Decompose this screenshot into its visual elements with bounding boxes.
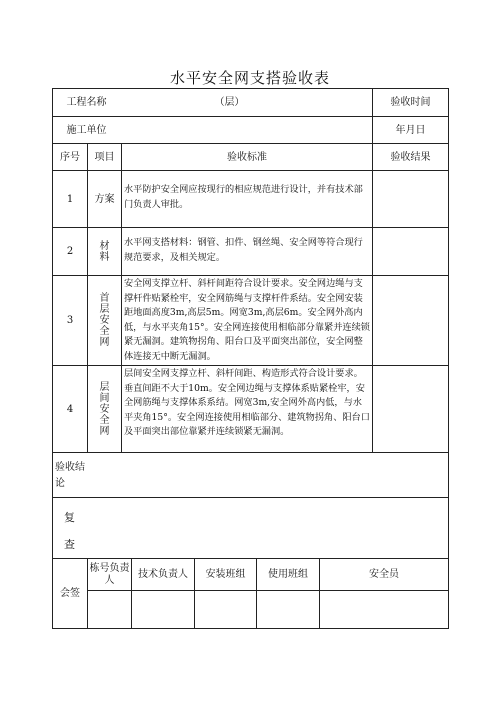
conclusion-label: 验收结论: [55, 462, 85, 489]
row-item-vertical: 层间安全网: [99, 381, 110, 437]
construction-unit-label: 施工单位: [66, 124, 107, 136]
row-number: 3: [66, 315, 74, 326]
review-label-2: 查: [64, 537, 75, 551]
row-standard-text: 水平防护安全网应按现行的相应规范进行设计，并有技术部门负责人审批。: [124, 184, 363, 210]
column-header-result: 验收结果: [390, 151, 431, 163]
row-item: [88, 366, 121, 452]
acceptance-date-label: 验收时间: [390, 97, 431, 108]
signoff-role: 使用班组: [268, 569, 308, 580]
row-number: 4: [66, 403, 74, 415]
row-item-vertical: 首层安全网: [99, 293, 110, 348]
signoff-role: 技术负责人: [138, 569, 188, 580]
row-number: 1: [66, 193, 74, 205]
column-header-standard: 验收标准: [227, 151, 267, 163]
row-standard-text: 安全网支撑立杆、斜杆间距符合设计要求。安全网边绳与支撑杆件贴紧栓牢，安全网筋绳与支撑杆件系结。安全网安装距地面高度3m,高层5m。网宽3m,高层6m。安全网外高内低，与水平夹角15°。安全网连接使用相临部分靠紧并连续锁紧无漏洞。建筑物拐角、阳台口及平面突出部位，安全网整体连接无中断无漏洞。: [124, 278, 370, 362]
table-line: [52, 628, 448, 629]
signoff-role: 安装班组: [205, 569, 246, 580]
column-header-item: 项目: [94, 151, 115, 163]
row-item-vertical: 材料: [99, 240, 110, 263]
table-line: [121, 143, 122, 452]
row-item: 方案: [94, 193, 115, 205]
row-number: 2: [66, 246, 74, 257]
date-value: 年月日: [395, 124, 426, 136]
row-item: [88, 228, 121, 275]
floor-label: （层）: [214, 97, 245, 108]
page-title: 水平安全网支搭验收表: [169, 69, 330, 87]
table-line: [52, 452, 448, 453]
row-standard-text: 层间安全网支撑立杆、斜杆间距、构造形式符合设计要求。垂直间距不大于10m。安全网边绳与支撑体系贴紧栓牢，安全网筋绳与支撑体系系结。网宽3m,安全网外高内低，与水平夹角15°。安全网连接使用相临部分、建筑物拐角、阳台口及平面突出部位靠紧并连续锁紧无漏洞。: [124, 368, 370, 438]
column-header-no: 序号: [60, 151, 80, 163]
review-label-1: 复: [64, 510, 75, 524]
signoff-label: 会签: [60, 588, 80, 599]
signoff-role: 栋号负责人: [89, 562, 130, 586]
table-line: [87, 590, 448, 591]
table-line: [448, 88, 449, 629]
signoff-role: 安全员: [369, 569, 399, 580]
row-standard-text: 水平网支搭材料：钢管、扣件、钢丝绳、安全网等符合现行规范要求，及相关规定。: [124, 237, 363, 263]
row-item: [88, 276, 121, 365]
table-line: [52, 497, 448, 498]
project-name-label: 工程名称: [66, 97, 107, 108]
